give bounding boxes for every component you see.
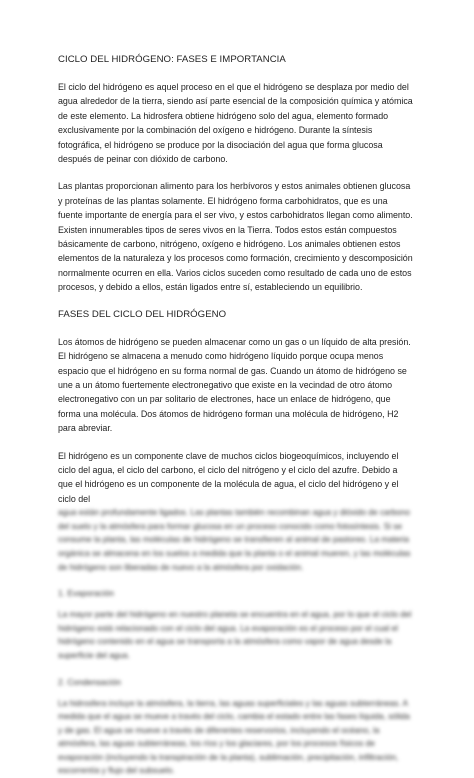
section-heading: FASES DEL CICLO DEL HIDRÓGENO	[58, 308, 414, 321]
paragraph-partial: El hidrógeno es un componente clave de muchos ciclos biogeoquímicos, incluyendo el ciclo del agua, el ciclo del carbono, el ciclo del nitrógeno y el ciclo del azufre. Debido a que el hidrógeno es un componente de la molécula de agua, el ciclo del hidrógeno y el ciclo del	[58, 449, 414, 507]
blurred-subheading: 1. Evaporación	[58, 587, 414, 600]
paragraph: Las plantas proporcionan alimento para los herbívoros y estos animales obtienen glucosa y proteínas de las plantas solamente. El hidrógeno forma carbohidratos, que es una fuente importante de energía para el ser vivo, y estos carbohidratos llegan como alimento. Existen innumerables tipos de seres vivos en la Tierra. Todos estos están compuestos básicamente de carbono, nitrógeno, oxígeno e hidrógeno. Los animales obtienen estos elementos de la naturaleza y los procesos como formación, crecimiento y descomposición normalmente ocurren en ella. Varios ciclos suceden como resultado de cada uno de estos procesos, y debido a ellos, están ligados entre sí, estableciendo un equilibrio.	[58, 179, 414, 294]
paragraph-blurred: La mayor parte del hidrógeno en nuestro planeta se encuentra en el agua, por lo que el ciclo del hidrógeno está relacionado con el ciclo del agua. La evaporación es el proceso por el cual el hidrógeno contenido en el agua se transporta a la atmósfera como vapor de agua desde la superficie del agua.	[58, 608, 414, 662]
paragraph: Los átomos de hidrógeno se pueden almacenar como un gas o un líquido de alta presión. El hidrógeno se almacena a menudo como hidrógeno líquido porque ocupa menos espacio que el hidrógeno en su forma normal de gas. Cuando un átomo de hidrógeno se une a un átomo fuertemente electronegativo que existe en la vecindad de otro átomo electronegativo con un par solitario de electrones, hace un enlace de hidrógeno, que forma una molécula. Dos átomos de hidrógeno forman una molécula de hidrógeno, H2 para abreviar.	[58, 335, 414, 436]
blurred-preview-region	[58, 506, 414, 778]
paragraph-blurred: La hidrosfera incluye la atmósfera, la tierra, las aguas superficiales y las aguas subterráneas. A medida que el agua se mueve a través del ciclo, cambia el estado entre las fases líquida, sólida y de gas. El agua se mueve a través de diferentes reservorios, incluyendo el océano, la atmósfera, las aguas subterráneas, los ríos y los glaciares, por los procesos físicos de evaporación (incluyendo la transpiración de la planta), sublimación, precipitación, infiltración, escorrentía y flujo del subsuelo.	[58, 697, 414, 778]
paragraph-blurred: agua están profundamente ligados. Las plantas también recombinan agua y dióxido de carbono del suelo y la atmósfera para formar glucosa en un proceso conocido como fotosíntesis. Si se consume la planta, las moléculas de hidrógeno se transfieren al animal de pastoreo. La materia orgánica se almacena en los suelos a medida que la planta o el animal mueren, y las moléculas de hidrógeno son liberadas de nuevo a la atmósfera por oxidación.	[58, 506, 414, 574]
paragraph: El ciclo del hidrógeno es aquel proceso en el que el hidrógeno se desplaza por medio del agua alrededor de la tierra, siendo así parte esencial de la composición química y atómica de este elemento. La hidrosfera obtiene hidrógeno solo del agua, elemento formado exclusivamente por la combinación del oxígeno e hidrógeno. Durante la síntesis fotográfica, el hidrógeno se produce por la disociación del agua que forma glucosa después de peinar con dióxido de carbono.	[58, 80, 414, 166]
document-title: CICLO DEL HIDRÓGENO: FASES E IMPORTANCIA	[58, 53, 414, 66]
blurred-subheading: 2. Condensación	[58, 676, 414, 689]
